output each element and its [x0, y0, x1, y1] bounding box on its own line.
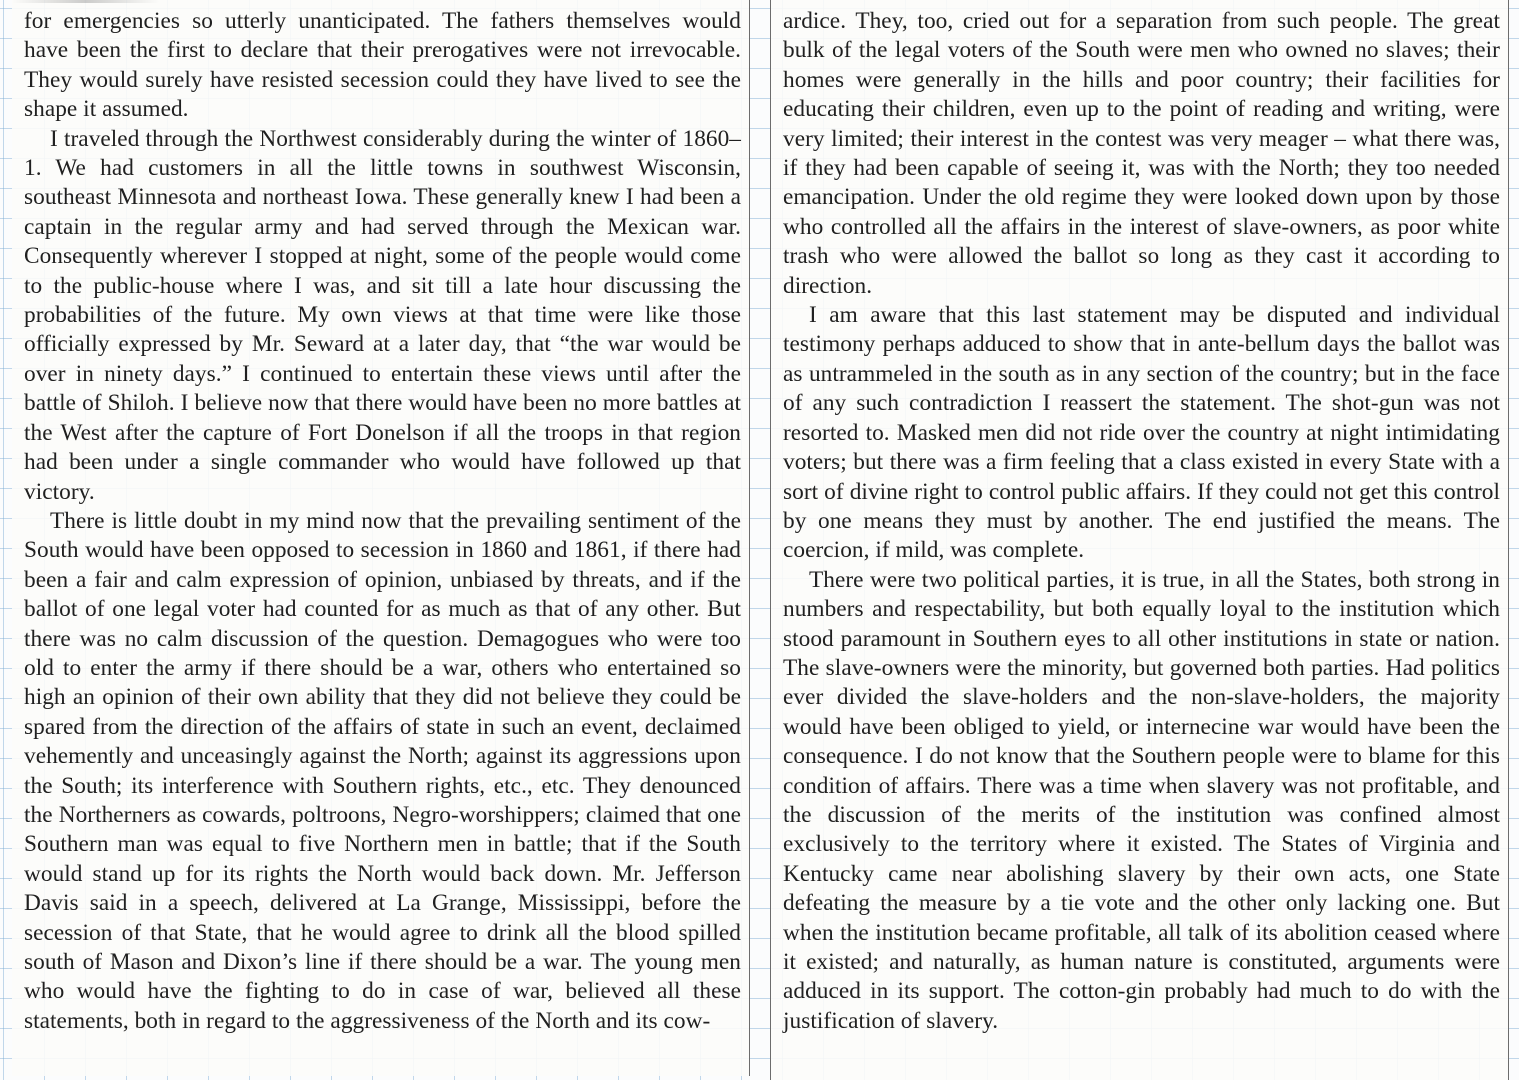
- right-paragraph-1: ardice. They, too, cried out for a separation from such people. The great bulk of the legal voters of the South were men who owned no slaves; their homes were generally in the hills and poor country; their facilities for educating their children, even up to the point of reading and writing, were very limited; their interest in the contest was very meager – what there was, if they had been capable of seeing it, was with the North; they too needed emancipation. Under the old regime they were looked down upon by those who controlled all the affairs in the interest of slave-owners, as poor white trash who were allowed the ballot so long as they cast it according to direction.: [783, 8, 1500, 299]
- left-paragraph-1: for emergencies so utterly unanticipated. The fathers themselves would have been the first to declare that their prerogatives were not irrevocable. They would surely have resisted secession could they have lived to see the shape it assumed.: [24, 8, 741, 123]
- scan-edge-mark: [12, 0, 749, 3]
- right-paragraph-2: I am aware that this last statement may be disputed and individual testimony perhaps adduced to show that in ante-bellum days the ballot was as untrammeled in the south as in any section of the country; but in the face of any such contradiction I reassert the statement. The shot-gun was not resorted to. Masked men did not ride over the country at night intimidating voters; but there was a firm feeling that a class existed in every State with a sort of divine right to control public affairs. If they could not get this control by one means they must by another. The end justified the means. The coercion, if mild, was complete.: [783, 302, 1500, 564]
- left-paragraph-3: There is little doubt in my mind now that the prevailing sentiment of the South would have been opposed to secession in 1860 and 1861, if there had been a fair and calm expression of opinion, unbiased by threats, and if the ballot of one legal voter had counted for as much as that of any other. But there was no calm discussion of the question. Demagogues who were too old to enter the army if there should be a war, others who entertained so high an opinion of their own ability that they did not believe they could be spared from the direction of the affairs of state in such an event, declaimed vehemently and unceasingly against the North; against its aggressions upon the South; its interference with Southern rights, etc., etc. They denounced the Northerners as cowards, poltroons, Negro-worshippers; claimed that one Southern man was equal to five Northern men in battle; that if the South would stand up for its rights the North would back down. Mr. Jefferson Davis said in a speech, delivered at La Grange, Mississippi, before the secession of that State, that he would agree to drink all the blood spilled south of Mason and Dixon’s line if there should be a war. The young men who would have the fighting to do in case of war, believed all these statements, both in regard to the aggressiveness of the North and its cow-: [24, 507, 741, 1034]
- right-paragraph-3: There were two political parties, it is true, in all the States, both strong in numbers and respectability, but both equally loyal to the institution which stood paramount in Southern eyes to all other institutions in state or nation. The slave-owners were the minority, but governed both parties. Had politics ever divided the slave-holders and the non-slave-holders, the majority would have been obliged to yield, or internecine war would have been the consequence. I do not know that the Southern people were to blame for this condition of affairs. There was a time when slavery was not profitable, and the discussion of the merits of the institution was confined almost exclusively to the territory where it existed. The States of Virginia and Kentucky came near abolishing slavery by their own acts, one State defeating the measure by a tie vote and the other only lacking one. But when the institution became profitable, all talk of its abolition ceased where it existed; and naturally, as human nature is constituted, arguments were adduced in its support. The cotton-gin probably had much to do with the justification of slavery.: [783, 566, 1500, 1034]
- right-page-clipping: [770, 0, 1509, 1080]
- left-page-clipping: [12, 0, 750, 1076]
- left-paragraph-2: I traveled through the Northwest considerably during the winter of 1860–1. We had customers in all the little towns in southwest Wisconsin, southeast Minnesota and northeast Iowa. These generally knew I had been a captain in the regular army and had served through the Mexican war. Consequently wherever I stopped at night, some of the people would come to the public-house where I was, and sit till a late hour discussing the probabilities of the future. My own views at that time were like those officially expressed by Mr. Seward at a later day, that “the war would be over in ninety days.” I continued to entertain these views until after the battle of Shiloh. I believe now that there would have been no more battles at the West after the capture of Fort Donelson if all the troops in that region had been under a single commander who would have followed up that victory.: [24, 125, 741, 505]
